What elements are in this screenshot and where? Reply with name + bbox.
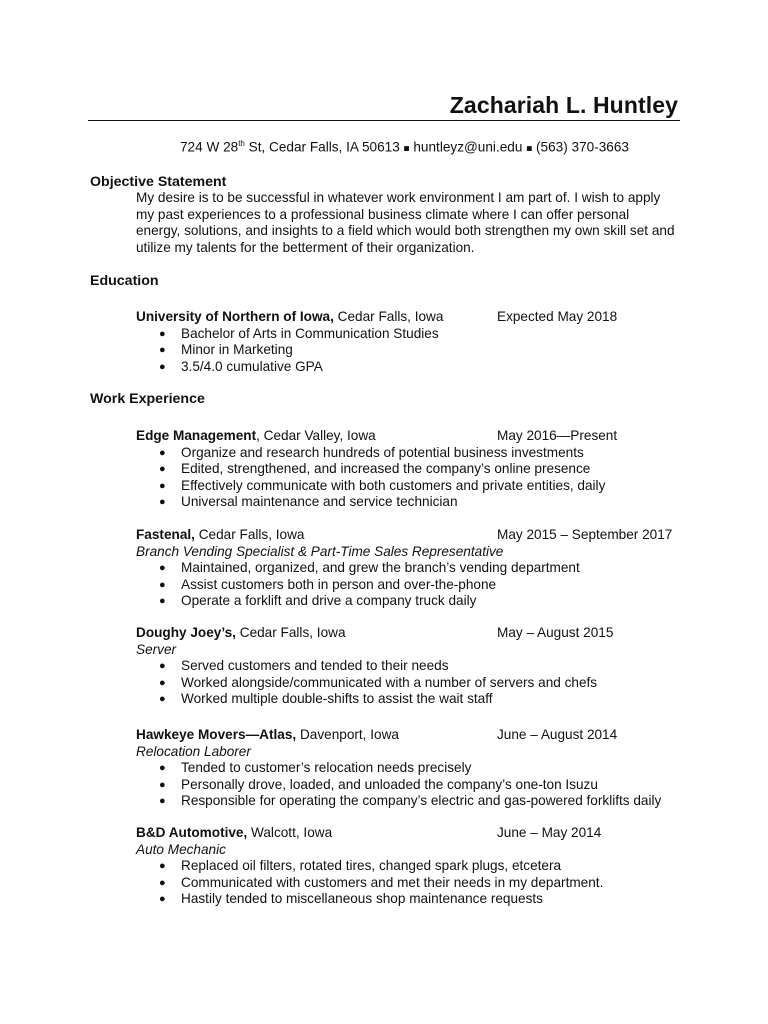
list-item: ● Tended to customer’s relocation needs precisely	[159, 760, 472, 775]
bullet-icon: ●	[159, 860, 166, 872]
address-ordinal: th	[238, 139, 245, 148]
separator-square: ■	[526, 143, 533, 155]
bullet-icon: ●	[159, 893, 166, 905]
email-address: huntleyz@uni.edu	[413, 139, 523, 155]
entry-organization: Hawkeye Movers—Atlas,	[136, 727, 297, 742]
entry-location: Davenport, Iowa	[296, 727, 399, 742]
bullet-icon: ●	[159, 762, 166, 774]
entry-bullets	[136, 760, 686, 810]
entry-date: Expected May 2018	[497, 309, 618, 324]
list-item: ● Worked alongside/communicated with a number of servers and chefs	[159, 674, 598, 690]
bullet-icon: ●	[159, 578, 166, 591]
list-item: ● Hastily tended to miscellaneous shop maintenance requests	[159, 891, 543, 906]
list-item: ● Minor in Marketing	[159, 342, 293, 357]
phone-number: (563) 370-3663	[536, 139, 629, 155]
entry-bullets	[136, 326, 686, 376]
entry-role: Auto Mechanic	[136, 841, 226, 857]
list-item: ● Assist customers both in person and over-the-phone	[159, 576, 497, 592]
bullet-icon: ●	[159, 344, 166, 356]
objective-heading: Objective Statement	[90, 174, 227, 190]
work-entry	[136, 825, 686, 908]
entry-header	[136, 428, 686, 445]
entry-location: Cedar Falls, Iowa	[194, 527, 305, 542]
education-heading: Education	[90, 273, 159, 289]
bullet-icon: ●	[159, 463, 166, 475]
entry-location: Cedar Falls, Iowa	[235, 625, 346, 640]
entry-location: , Cedar Valley, Iowa	[256, 428, 376, 443]
list-item: ● 3.5/4.0 cumulative GPA	[159, 358, 323, 374]
list-item: ● Replaced oil filters, rotated tires, changed spark plugs, etcetera	[159, 858, 562, 873]
entry-bullets	[136, 858, 686, 908]
entry-header	[136, 527, 686, 544]
list-item: ● Worked multiple double-shifts to assist the wait staff	[159, 691, 493, 706]
bullet-icon: ●	[159, 595, 166, 607]
entry-organization: University of Northern of Iowa,	[136, 309, 334, 324]
entry-bullets	[136, 445, 686, 511]
bullet-icon: ●	[159, 327, 166, 340]
objective-text: My desire is to be successful in whatever work environment I am part of. I wish to apply my past experiences to a professional business climate where I can offer personal energy, solutions, and insights to a field which would both strengthen my own skill set and utilize my talents for the betterment of their organization.	[136, 190, 675, 255]
entry-date: May 2016—Present	[497, 428, 618, 443]
entry-organization: Doughy Joey’s,	[136, 625, 236, 640]
address-city: St, Cedar Falls, IA 50613	[244, 139, 400, 155]
entry-header	[136, 727, 686, 744]
bullet-icon: ●	[159, 496, 166, 508]
entry-organization: Edge Management	[136, 428, 257, 443]
list-item: ● Bachelor of Arts in Communication Studies	[159, 325, 439, 341]
entry-role: Server	[136, 641, 177, 657]
bullet-icon: ●	[159, 876, 166, 889]
bullet-icon: ●	[159, 778, 166, 791]
entry-header	[136, 625, 686, 642]
list-item: ● Organize and research hundreds of potential business investments	[159, 444, 584, 460]
entry-organization: Fastenal,	[136, 527, 195, 542]
entry-date: May 2015 – September 2017	[497, 527, 673, 542]
entry-date: May – August 2015	[497, 625, 614, 640]
work-entry	[136, 727, 686, 810]
bullet-icon: ●	[159, 446, 166, 459]
entry-role: Branch Vending Specialist & Part-Time Sales Representative	[136, 543, 504, 559]
address-street: 724 W 28	[180, 139, 239, 155]
education-entry	[136, 309, 686, 375]
entry-organization: B&D Automotive,	[136, 825, 248, 840]
header-divider	[88, 120, 680, 121]
work-heading: Work Experience	[90, 391, 205, 407]
list-item: ● Effectively communicate with both customers and private entities, daily	[159, 477, 606, 493]
work-entry	[136, 527, 686, 610]
work-entry	[136, 625, 686, 708]
bullet-icon: ●	[159, 660, 166, 672]
list-item: ● Served customers and tended to their needs	[159, 658, 449, 673]
entry-date: June – August 2014	[497, 727, 618, 742]
bullet-icon: ●	[159, 479, 166, 492]
list-item: ● Personally drove, loaded, and unloaded the company’s one-ton Isuzu	[159, 776, 598, 792]
applicant-name: Zachariah L. Huntley	[449, 92, 678, 118]
entry-bullets	[136, 658, 686, 708]
separator-square: ■	[403, 143, 410, 155]
bullet-icon: ●	[159, 360, 166, 373]
list-item: ● Responsible for operating the company’s electric and gas-powered forklifts daily	[159, 793, 662, 808]
work-entry	[136, 428, 686, 511]
list-item: ● Edited, strengthened, and increased the company’s online presence	[159, 461, 591, 476]
entry-role: Relocation Laborer	[136, 743, 251, 759]
entry-location: Walcott, Iowa	[247, 825, 333, 840]
bullet-icon: ●	[159, 693, 166, 705]
list-item: ● Operate a forklift and drive a company truck daily	[159, 593, 477, 608]
entry-date: June – May 2014	[497, 825, 602, 840]
bullet-icon: ●	[159, 676, 166, 689]
entry-header	[136, 309, 686, 326]
list-item: ● Communicated with customers and met their needs in my department.	[159, 874, 604, 890]
contact-line	[180, 139, 629, 155]
entry-bullets	[136, 560, 686, 610]
list-item: ● Maintained, organized, and grew the branch’s vending department	[159, 560, 580, 575]
bullet-icon: ●	[159, 562, 166, 574]
bullet-icon: ●	[159, 795, 166, 807]
list-item: ● Universal maintenance and service technician	[159, 494, 458, 509]
entry-header	[136, 825, 686, 842]
entry-location: Cedar Falls, Iowa	[333, 309, 444, 324]
